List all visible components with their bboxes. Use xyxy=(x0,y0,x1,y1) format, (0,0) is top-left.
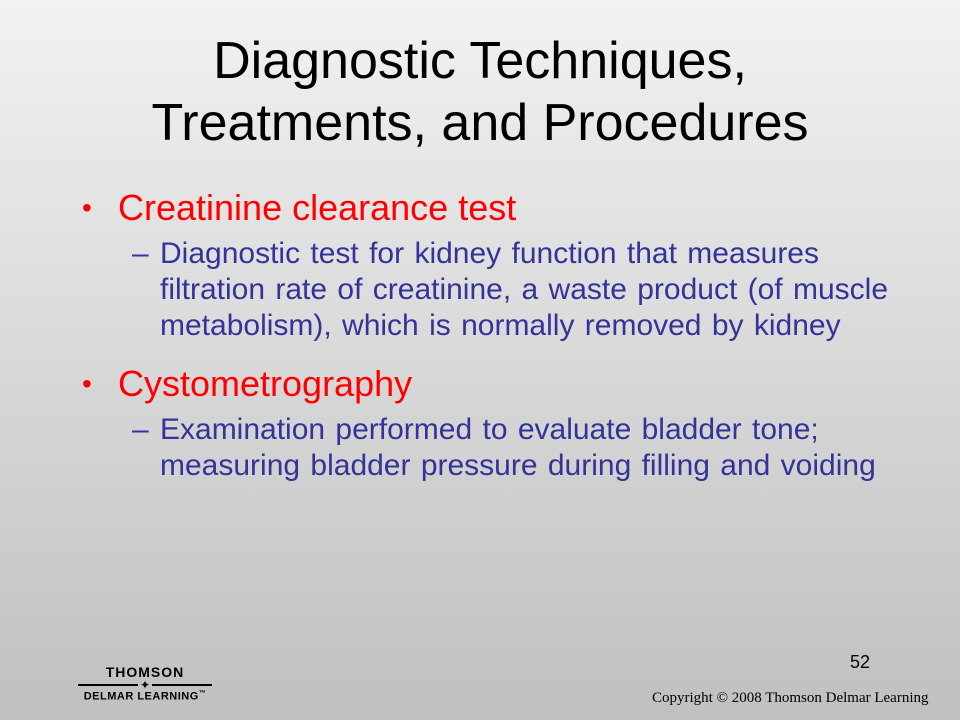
copyright-notice: Copyright © 2008 Thomson Delmar Learning xyxy=(652,690,929,706)
logo-star-line xyxy=(70,680,220,690)
title-line-2: Treatments, and Procedures xyxy=(151,94,809,152)
bullet-item xyxy=(82,362,922,406)
page-number: 52 xyxy=(850,652,871,672)
sub-bullet-item xyxy=(132,236,922,344)
sub-bullet-marker: – xyxy=(132,413,149,446)
bullet-marker: • xyxy=(82,192,92,223)
slide-content xyxy=(82,186,922,502)
logo-top-text: THOMSON xyxy=(105,664,185,680)
sub-bullet-marker: – xyxy=(132,237,149,270)
trademark-symbol: ™ xyxy=(198,690,207,697)
star-icon: ✦ xyxy=(139,678,151,692)
bullet-heading: Creatinine clearance test xyxy=(118,187,517,228)
bullet-marker: • xyxy=(82,368,92,399)
sub-bullet-item xyxy=(132,412,922,484)
title-line-1: Diagnostic Techniques, xyxy=(213,32,747,90)
sub-bullet-text: Diagnostic test for kidney function that measures filtration rate of creatinine, a waste product (of muscle metabolism), which is normally removed by kidney xyxy=(160,237,889,342)
logo-bottom-text: DELMAR LEARNING™ xyxy=(83,690,207,703)
bullet-heading: Cystometrography xyxy=(118,363,413,404)
slide-title xyxy=(40,30,920,154)
bullet-item xyxy=(82,186,922,230)
sub-bullet-text: Examination performed to evaluate bladder tone; measuring bladder pressure during filling and voiding xyxy=(160,413,876,482)
thomson-delmar-logo xyxy=(70,664,220,703)
